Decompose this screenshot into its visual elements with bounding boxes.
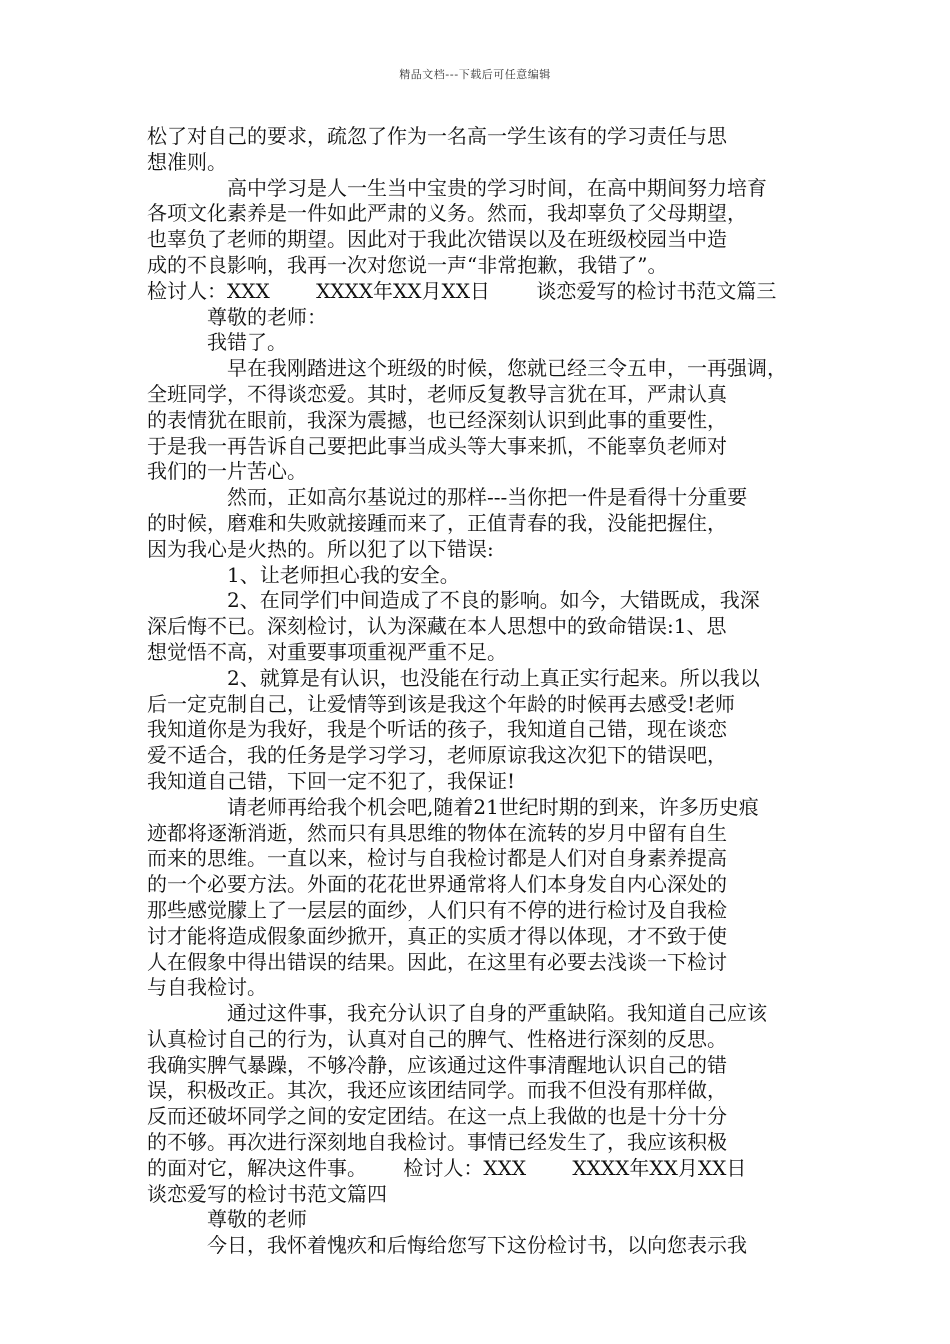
paragraph: 早在我刚踏进这个班级的时候，您就已经三令五申，一再强调， 全班同学，不得谈恋爱。其时，老师反复教导言犹在耳，严肃认真 的表情犹在眼前，我深为震撼，也已经深刻认识到此事的重要性， 于是我一再告诉自己要把此事当成头等大事来抓，不能辜负老师对 我们的一片苦心。 <box>147 356 787 484</box>
paragraph: 高中学习是人一生当中宝贵的学习时间，在高中期间努力培育 各项文化素养是一件如此严肃的义务。然而，我却辜负了父母期望， 也辜负了老师的期望。因此对于我此次错误以及在班级校园当中造 成的不良影响，我再一次对您说一声“非常抱歉，我错了”。 检讨人：XXX XXXX年XX月XX日 谈恋爱写的检讨书范文篇三 <box>147 175 777 303</box>
document-body <box>147 124 807 1259</box>
paragraph: 今日，我怀着愧疚和后悔给您写下这份检讨书，以向您表示我 <box>147 1233 747 1258</box>
salutation: 尊敬的老师： <box>147 304 327 329</box>
paragraph: 请老师再给我个机会吧,随着21世纪时期的到来，许多历史痕 迹都将逐渐消逝，然而只有具思维的物体在流转的岁月中留有自生 而来的思维。一直以来，检讨与自我检讨都是人们对自身素养提高 的一个必要方法。外面的花花世界通常将人们本身发自内心深处的 那些感觉朦上了一层层的面纱，人们只有不停的进行检讨及自我检 讨才能将造成假象面纱掀开，真正的实质才得以体现，才不致于使 人在假象中得出错误的结果。因此，在这里有必要去浅谈一下检讨 与自我检讨。 <box>147 794 759 1000</box>
paragraph: 松了对自己的要求，疏忽了作为一名高一学生该有的学习责任与思 想准则。 <box>147 124 727 174</box>
paragraph: 然而，正如高尔基说过的那样---当你把一件是看得十分重要 的时候，磨难和失败就接踵而来了，正值青春的我，没能把握住， 因为我心是火热的。所以犯了以下错误: <box>147 485 748 561</box>
salutation: 尊敬的老师 <box>147 1207 307 1232</box>
list-item: 2、在同学们中间造成了不良的影响。如今，大错既成，我深 深后悔不已。深刻检讨，认为深藏在本人思想中的致命错误:1、思 想觉悟不高，对重要事项重视严重不足。 <box>147 588 760 664</box>
paragraph: 通过这件事，我充分认识了自身的严重缺陷。我知道自己应该 认真检讨自己的行为，认真对自己的脾气、性格进行深刻的反思。 我确实脾气暴躁，不够冷静，应该通过这件事清醒地认识自己的错 误，积极改正。其次，我还应该团结同学。而我不但没有那样做， 反而还破坏同学之间的安定团结。在这一点上我做的也是十分十分 的不够。再次进行深刻地自我检讨。事情已经发生了，我应该积极 的面对它，解决这件事。 检讨人：XXX XXXX年XX月XX日 谈恋爱写的检讨书范文篇四 <box>147 1001 767 1206</box>
paragraph: 我错了。 <box>147 330 287 355</box>
list-item: 2、就算是有认识，也没能在行动上真正实行起来。所以我以 后一定克制自己，让爱情等到该是我这个年龄的时候再去感受!老师 我知道你是为我好，我是个听话的孩子，我知道自己错，现在谈恋 爱不适合，我的任务是学习学习，老师原谅我这次犯下的错误吧， 我知道自己错，下回一定不犯了，我保证! <box>147 665 760 793</box>
page-header: 精品文档---下载后可任意编辑 <box>399 68 551 81</box>
list-item: 1、让老师担心我的安全。 <box>147 562 460 587</box>
